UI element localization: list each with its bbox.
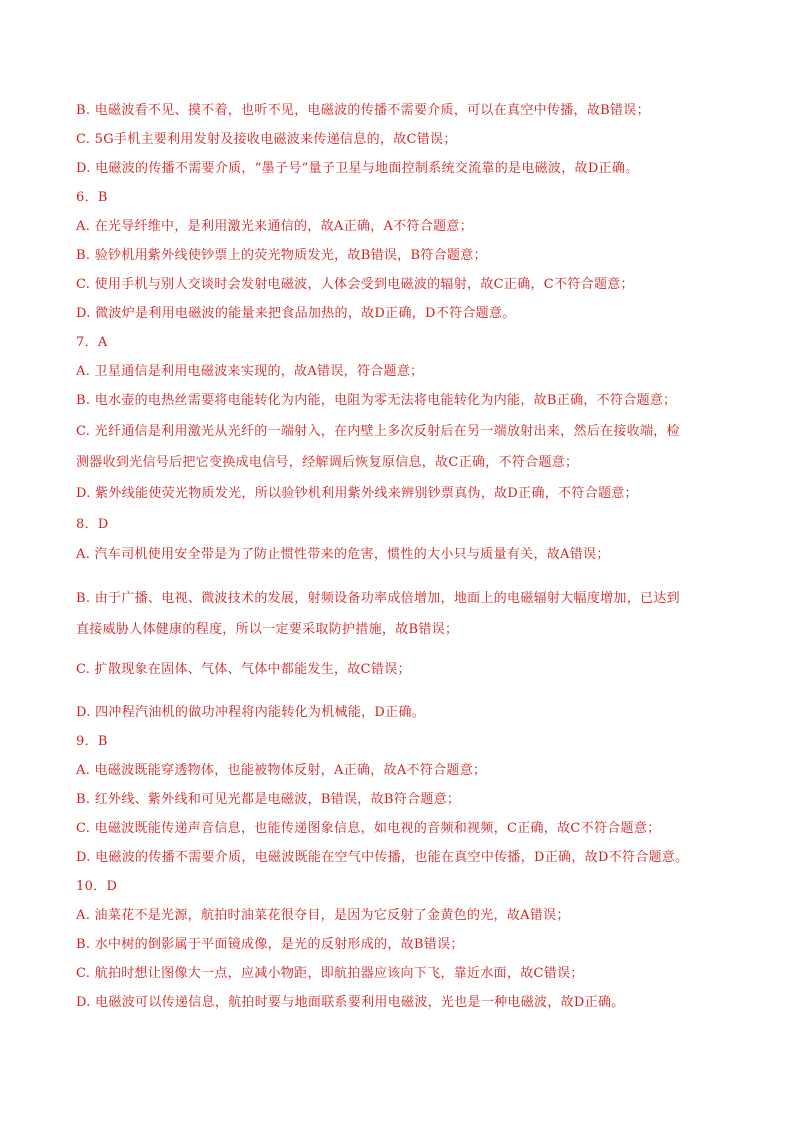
answer-line: A. 油菜花不是光源，航拍时油菜花很夺目，是因为它反射了金黄色的光，故A错误；	[76, 908, 570, 923]
answer-line: C. 电磁波既能传递声音信息，也能传递图象信息，如电视的音频和视频，C正确，故C不符合题意；	[76, 821, 661, 836]
answer-line: B. 验钞机用紫外线使钞票上的荧光物质发光，故B错误，B符合题意；	[76, 248, 487, 263]
answer-line: C. 扩散现象在固体、气体、气体中都能发生，故C错误；	[76, 662, 411, 677]
question-number: 6．B	[76, 190, 108, 205]
answer-line: B. 由于广播、电视、微波技术的发展，射频设备功率成倍增加，地面上的电磁辐射大幅度增加，已达到	[76, 591, 680, 606]
answer-line: B. 电磁波看不见、摸不着，也听不见，电磁波的传播不需要介质，可以在真空中传播，故B错误；	[76, 103, 650, 118]
answer-line: C. 使用手机与别人交谈时会发射电磁波，人体会受到电磁波的辐射，故C正确，C不符合题意；	[76, 277, 634, 292]
answer-line: D. 四冲程汽油机的做功冲程将内能转化为机械能，D正确。	[76, 705, 426, 720]
answer-line: A. 在光导纤维中，是利用激光来通信的，故A正确，A不符合题意；	[76, 219, 474, 234]
answer-line: D. 电磁波可以传递信息，航拍时要与地面联系要利用电磁波，光也是一种电磁波，故D正确。	[76, 995, 625, 1010]
answer-line: C. 航拍时想让图像大一点，应减小物距，即航拍器应该向下飞，靠近水面，故C错误；	[76, 966, 584, 981]
answer-line: C. 光纤通信是利用激光从光纤的一端射入，在内壁上多次反射后在另一端放射出来，然后在接收端，检	[76, 424, 680, 439]
answer-line: A. 汽车司机使用安全带是为了防止惯性带来的危害，惯性的大小只与质量有关，故A错误；	[76, 547, 610, 562]
answer-line: D. 电磁波的传播不需要介质，电磁波既能在空气中传播，也能在真空中传播，D正确，故D不符合题意。	[76, 850, 689, 865]
question-number: 8．D	[76, 517, 109, 532]
answer-line: B. 红外线、紫外线和可见光都是电磁波，B错误，故B符合题意；	[76, 792, 461, 807]
answer-line: A. 电磁波既能穿透物体，也能被物体反射，A正确，故A不符合题意；	[76, 763, 487, 778]
answer-line: 直接威胁人体健康的程度，所以一定要采取防护措施，故B错误；	[76, 622, 459, 637]
answer-line: A. 卫星通信是利用电磁波来实现的，故A错误，符合题意；	[76, 364, 424, 379]
answer-line: C. 5G手机主要利用发射及接收电磁波来传递信息的，故C错误；	[76, 132, 457, 147]
answer-line: B. 电水壶的电热丝需要将电能转化为内能，电阻为零无法将电能转化为内能，故B正确，不符合题意；	[76, 393, 677, 408]
question-number: 7．A	[76, 335, 108, 350]
question-number: 9．B	[76, 734, 108, 749]
answer-line: D. 微波炉是利用电磁波的能量来把食品加热的，故D正确，D不符合题意。	[76, 306, 516, 321]
question-number: 10．D	[76, 879, 118, 894]
answer-line: B. 水中树的倒影属于平面镜成像，是光的反射形成的，故B错误；	[76, 937, 464, 952]
answer-line: 测器收到光信号后把它变换成电信号，经解调后恢复原信息，故C正确，不符合题意；	[76, 455, 579, 470]
answer-line: D. 电磁波的传播不需要介质，“墨子号”量子卫星与地面控制系统交流靠的是电磁波，故D正确。	[76, 161, 639, 176]
answer-line: D. 紫外线能使荧光物质发光，所以验钞机利用紫外线来辨别钞票真伪，故D正确，不符合题意；	[76, 486, 638, 501]
